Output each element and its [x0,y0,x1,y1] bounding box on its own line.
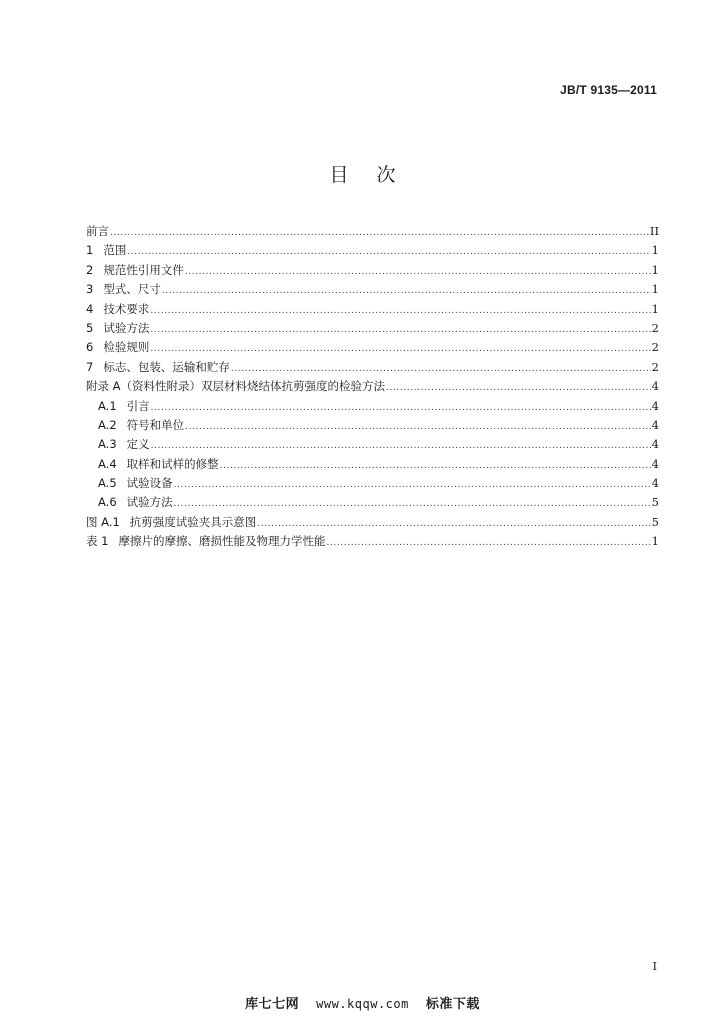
toc-entry-title: 规范性引用文件 [103,262,184,277]
toc-entry-title: 标志、包装、运输和贮存 [103,359,230,374]
toc-entry-page: II [649,224,659,238]
toc-leader-dots [150,321,650,340]
toc-entry-number: 2 [86,262,94,277]
toc-entry-title: 定义 [126,437,150,452]
toc-entry[interactable] [86,358,659,377]
toc-entry-number: A.3 [98,437,117,452]
toc-entry[interactable] [86,338,659,357]
watermark-tagline: 标准下载 [425,997,480,1012]
toc-entry-page: 4 [651,379,659,394]
toc-entry-page: 4 [651,398,659,413]
watermark [0,993,725,1012]
toc-entry[interactable] [86,513,659,532]
toc-entry-page: 1 [651,534,659,549]
toc-leader-dots [151,437,651,456]
toc-entry-title: 摩擦片的摩擦、磨损性能及物理力学性能 [118,534,326,549]
toc-entry-number: A.6 [98,495,117,510]
title-char-1: 目 [329,164,349,186]
page-number: I [652,960,657,973]
toc-entry-page: 2 [651,359,659,374]
toc-entry-title: 试验方法 [103,320,150,335]
toc-entry-page: 1 [651,282,659,297]
toc-entry-number: 7 [86,359,94,374]
toc-entry[interactable] [86,435,659,454]
toc-entry-number: A.2 [98,417,117,432]
toc-entry[interactable] [86,532,659,551]
toc-entry-title: 前言 [86,224,109,238]
toc-entry-page: 1 [651,243,659,258]
standard-code: JB/T 9135—2011 [560,83,657,97]
toc-entry-title: 引言 [126,398,150,413]
toc-entry-number: 1 [86,243,94,258]
toc-entry[interactable] [86,416,659,435]
toc-entry[interactable] [86,397,659,416]
toc-entry-title: 试验方法 [126,495,173,510]
toc-leader-dots [151,399,651,418]
toc-entry[interactable] [86,300,659,319]
toc-entry-page: 4 [651,476,659,491]
toc-entry[interactable] [86,377,659,396]
toc-entry-page: 5 [651,514,659,529]
toc-entry-number: 5 [86,320,94,335]
toc-entry-number: 3 [86,282,94,297]
toc-entry-number: 图 A.1 [86,514,120,529]
toc-entry-title: 检验规则 [103,340,150,355]
toc-entry-number: 4 [86,301,94,316]
toc-entry-number: A.1 [98,398,117,413]
toc-leader-dots [386,379,651,398]
toc-entry-title: 型式、尺寸 [103,282,161,297]
watermark-url: www.kqqw.com [316,997,409,1011]
toc-entry-title: 范围 [103,243,127,258]
toc-entry[interactable] [86,319,659,338]
page-title [0,160,725,187]
toc-leader-dots [174,476,651,495]
toc-entry-number: A.4 [98,456,117,471]
toc-entry-page: 1 [651,301,659,316]
toc-entry-page: 4 [651,437,659,452]
toc-leader-dots [185,263,651,282]
toc-leader-dots [110,224,649,243]
toc-entry-number: 6 [86,340,94,355]
toc-leader-dots [150,302,650,321]
toc-entry[interactable] [86,280,659,299]
toc-entry-number: 表 1 [86,534,109,549]
toc-entry[interactable] [86,493,659,512]
toc-entry[interactable] [86,261,659,280]
toc-entry-page: 4 [651,456,659,471]
watermark-site: 库七七网 [245,997,300,1012]
toc-entry-title: 附录 A（资料性附录）双层材料烧结体抗剪强度的检验方法 [86,379,386,394]
toc-leader-dots [127,243,650,262]
toc-entry-page: 5 [651,495,659,510]
toc-entry-title: 试验设备 [126,476,173,491]
table-of-contents [86,222,659,552]
toc-entry-title: 符号和单位 [126,417,185,432]
toc-leader-dots [162,282,651,301]
toc-entry-title: 抗剪强度试验夹具示意图 [129,514,257,529]
toc-entry-page: 1 [651,262,659,277]
toc-entry-page: 2 [651,320,659,335]
toc-entry[interactable] [86,222,659,241]
toc-entry[interactable] [86,455,659,474]
toc-leader-dots [185,418,651,437]
toc-entry-title: 取样和试样的修整 [126,456,219,471]
toc-entry-page: 2 [651,340,659,355]
toc-entry[interactable] [86,474,659,493]
toc-leader-dots [326,534,650,553]
toc-leader-dots [220,457,651,476]
toc-entry[interactable] [86,241,659,260]
toc-entry-number: A.5 [98,476,117,491]
toc-entry-page: 4 [651,417,659,432]
title-char-2: 次 [376,164,396,186]
toc-entry-title: 技术要求 [103,301,150,316]
